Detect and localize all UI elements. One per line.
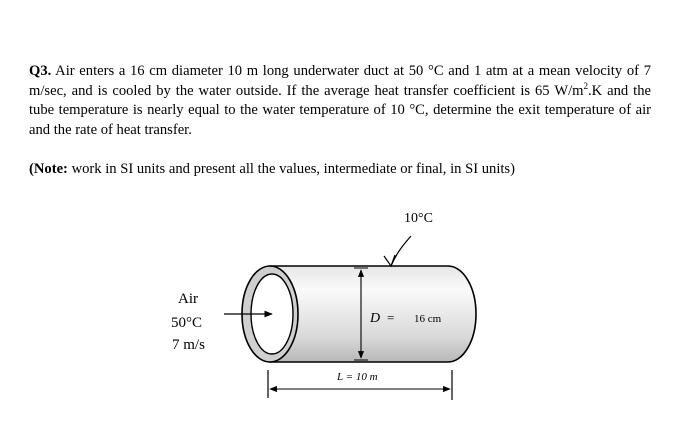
diameter-symbol: D	[370, 311, 381, 326]
question-number: Q3.	[29, 63, 52, 79]
inlet-temperature-label: 50°C	[171, 315, 203, 331]
question-line-1: Air enters a 16 cm diameter 10 m long underwater duct at 50 °C and 1 atm at a mean velocity	[51, 63, 623, 79]
note-body: work in SI units and present all the values, intermediate or final, in SI units)	[67, 161, 515, 177]
question-line-3a: W/m	[554, 82, 584, 99]
diameter-equals: =	[387, 310, 395, 325]
inlet-fluid-label: Air	[178, 291, 198, 307]
wall-temperature-pointer	[391, 236, 411, 266]
wall-temperature-label: 10°C	[404, 211, 433, 226]
question-line-2: of 7 m/sec, and is cooled by the water outside. If the average heat transfer coefficient is 65	[29, 63, 651, 99]
length-label: L = 10 m	[337, 371, 378, 383]
note-label: Note:	[33, 161, 68, 177]
inlet-velocity-label: 7 m/s	[172, 337, 205, 353]
question-line-3b: .K and the tube temperature is nearly equal to the water temperature of 10 °C, determine	[29, 82, 651, 118]
diameter-value: 16 cm	[414, 313, 442, 325]
question-line-4: the exit temperature of air and the rate of heat transfer.	[29, 102, 651, 138]
wall-temperature-pointer-head	[384, 255, 395, 266]
question-line-3-superscript: 2	[583, 80, 588, 91]
note-open-paren: (	[29, 161, 34, 177]
